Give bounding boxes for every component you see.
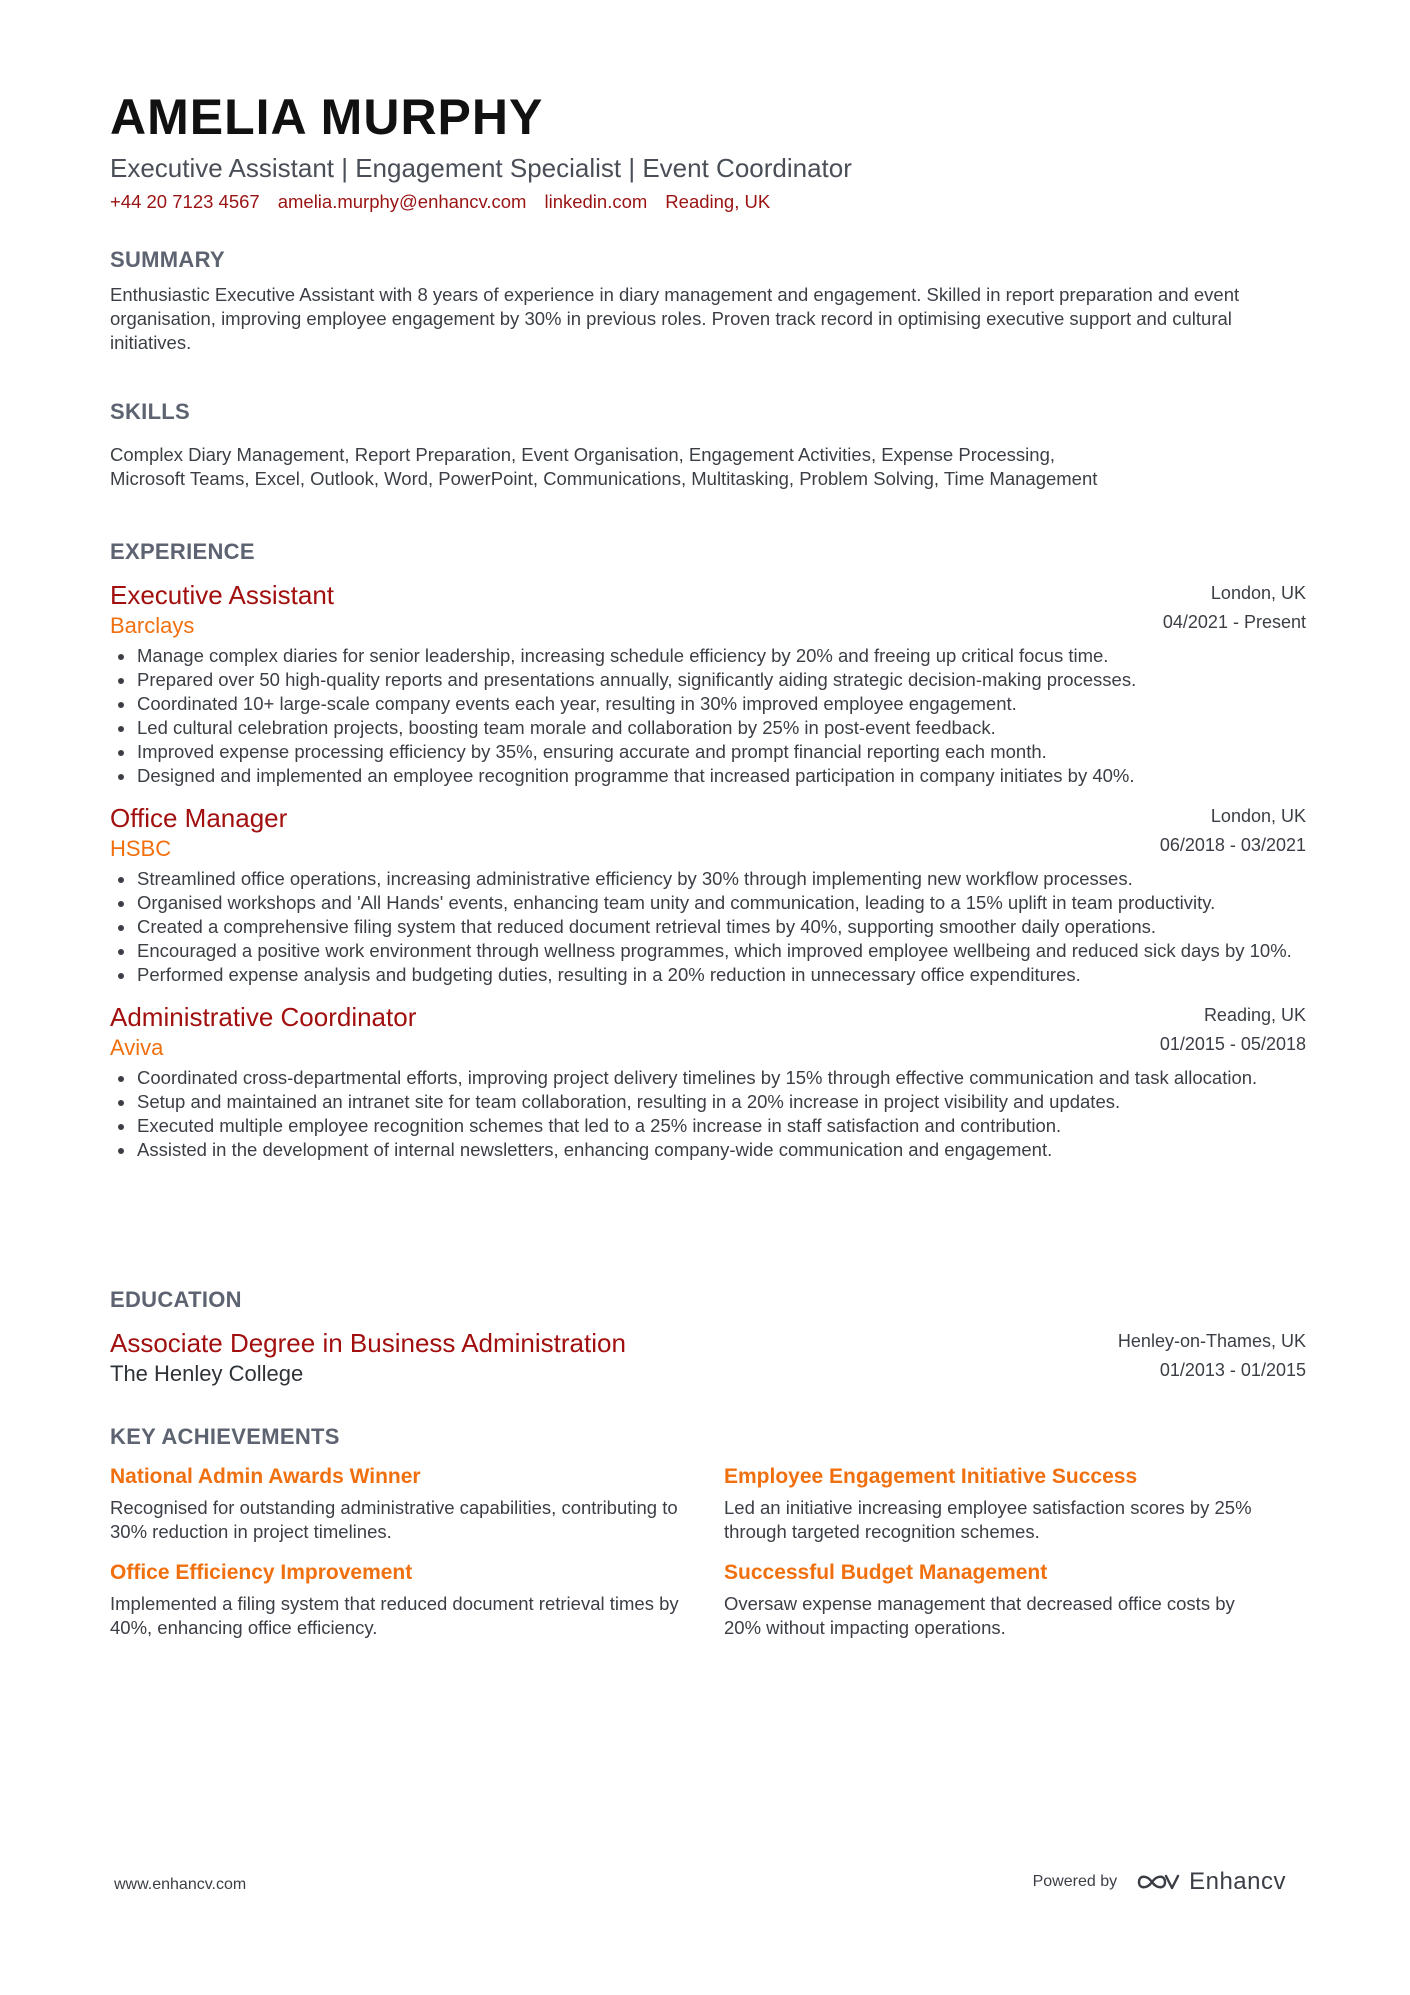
bullet-item: Designed and implemented an employee recognition programme that increased participation in company initiates by 40%. bbox=[110, 764, 1306, 788]
bullet-item: Led cultural celebration projects, boosting team morale and collaboration by 25% in post-event feedback. bbox=[110, 716, 1306, 740]
job-entry bbox=[110, 802, 1306, 987]
achievement-item bbox=[110, 1464, 724, 1544]
job-title: Executive Assistant bbox=[110, 580, 334, 610]
bullet-item: Coordinated 10+ large-scale company events each year, resulting in 30% improved employee engagement. bbox=[110, 692, 1306, 716]
job-company: Aviva bbox=[110, 1035, 164, 1060]
section-heading: SUMMARY bbox=[110, 247, 225, 272]
section-heading: SKILLS bbox=[110, 399, 191, 424]
achievement-desc: Oversaw expense management that decreased office costs by 20% without impacting operations. bbox=[724, 1593, 1235, 1638]
bullet-item: Manage complex diaries for senior leadership, increasing schedule efficiency by 20% and freeing up critical focus time. bbox=[110, 644, 1306, 668]
job-bullets bbox=[110, 867, 1306, 987]
job-title: Administrative Coordinator bbox=[110, 1002, 417, 1032]
education-location: Henley-on-Thames, UK bbox=[1117, 1331, 1306, 1351]
bullet-item: Executed multiple employee recognition schemes that led to a 25% increase in staff satisfaction and contribution. bbox=[110, 1114, 1306, 1138]
job-dates: 06/2018 - 03/2021 bbox=[1159, 835, 1306, 855]
skills-line: Microsoft Teams, Excel, Outlook, Word, PowerPoint, Communications, Multitasking, Problem Solving, Time Management bbox=[110, 468, 1098, 489]
brand-logo[interactable] bbox=[1135, 1868, 1286, 1896]
job-dates: 04/2021 - Present bbox=[1162, 612, 1306, 632]
achievement-desc: Led an initiative increasing employee satisfaction scores by 25% through targeted recognition schemes. bbox=[724, 1497, 1252, 1542]
bullet-item: Organised workshops and 'All Hands' events, enhancing team unity and communication, leading to a 15% uplift in team productivity. bbox=[110, 891, 1306, 915]
job-title: Office Manager bbox=[110, 803, 288, 833]
achievement-desc: Implemented a filing system that reduced document retrieval times by 40%, enhancing office efficiency. bbox=[110, 1593, 679, 1638]
skills-line: Complex Diary Management, Report Preparation, Event Organisation, Engagement Activities, Expense Processing, bbox=[110, 444, 1056, 465]
summary-text: Enthusiastic Executive Assistant with 8 years of experience in diary management and engagement. Skilled in report preparation and event organisation, improving employee engagement by 30% in previous roles. Proven track record in optimising executive support and cultural initiatives. bbox=[110, 284, 1240, 353]
achievements-section bbox=[110, 1424, 1306, 1640]
candidate-name: AMELIA MURPHY bbox=[110, 89, 544, 145]
bullet-item: Improved expense processing efficiency by 35%, ensuring accurate and prompt financial reporting each month. bbox=[110, 740, 1306, 764]
contact-linkedin[interactable]: linkedin.com bbox=[544, 190, 648, 212]
bullet-item: Prepared over 50 high-quality reports and presentations annually, significantly aiding strategic decision-making processes. bbox=[110, 668, 1306, 692]
section-heading: KEY ACHIEVEMENTS bbox=[110, 1424, 340, 1449]
job-dates: 01/2015 - 05/2018 bbox=[1159, 1034, 1306, 1054]
achievement-item bbox=[724, 1560, 1306, 1640]
education-section bbox=[110, 1287, 1306, 1389]
achievement-title: Office Efficiency Improvement bbox=[110, 1561, 413, 1584]
contact-location: Reading, UK bbox=[665, 190, 771, 212]
section-heading: EDUCATION bbox=[110, 1287, 242, 1312]
bullet-item: Performed expense analysis and budgeting duties, resulting in a 20% reduction in unnecessary office expenditures. bbox=[110, 963, 1306, 987]
achievement-item bbox=[724, 1464, 1306, 1544]
section-heading: EXPERIENCE bbox=[110, 539, 255, 564]
achievement-title: National Admin Awards Winner bbox=[110, 1465, 421, 1488]
skills-list bbox=[110, 443, 1306, 491]
resume-page bbox=[110, 89, 1306, 1638]
contact-list bbox=[110, 191, 1306, 213]
summary-section bbox=[110, 247, 1306, 355]
bullet-item: Assisted in the development of internal newsletters, enhancing company-wide communication and engagement. bbox=[110, 1138, 1306, 1162]
job-location: Reading, UK bbox=[1203, 1005, 1306, 1025]
job-company: HSBC bbox=[110, 836, 172, 861]
powered-by-label: Powered by bbox=[1032, 1873, 1118, 1890]
education-entry bbox=[110, 1327, 1306, 1389]
job-company: Barclays bbox=[110, 613, 195, 638]
job-location: London, UK bbox=[1210, 583, 1306, 603]
achievement-desc: Recognised for outstanding administrative capabilities, contributing to 30% reduction in project timelines. bbox=[110, 1497, 678, 1542]
achievement-title: Successful Budget Management bbox=[724, 1561, 1048, 1584]
education-school: The Henley College bbox=[110, 1361, 304, 1386]
bullet-item: Setup and maintained an intranet site for team collaboration, resulting in a 20% increase in project visibility and updates. bbox=[110, 1090, 1306, 1114]
job-location: London, UK bbox=[1210, 806, 1306, 826]
brand-name: Enhancv bbox=[1189, 1868, 1286, 1895]
achievement-item bbox=[110, 1560, 724, 1640]
job-bullets bbox=[110, 1066, 1306, 1162]
footer-website[interactable]: www.enhancv.com bbox=[114, 1876, 247, 1893]
skills-section bbox=[110, 399, 1306, 491]
education-dates: 01/2013 - 01/2015 bbox=[1159, 1360, 1306, 1380]
job-bullets bbox=[110, 644, 1306, 788]
bullet-item: Encouraged a positive work environment through wellness programmes, which improved employee wellbeing and reduced sick days by 10%. bbox=[110, 939, 1306, 963]
job-entry bbox=[110, 579, 1306, 788]
achievements-grid bbox=[110, 1464, 1306, 1640]
candidate-title: Executive Assistant | Engagement Specialist | Event Coordinator bbox=[110, 153, 852, 183]
job-entry bbox=[110, 1001, 1306, 1162]
enhancv-logo-icon bbox=[1135, 1870, 1181, 1894]
bullet-item: Coordinated cross-departmental efforts, improving project delivery timelines by 15% through effective communication and task allocation. bbox=[110, 1066, 1306, 1090]
contact-phone[interactable]: +44 20 7123 4567 bbox=[110, 190, 260, 212]
bullet-item: Created a comprehensive filing system that reduced document retrieval times by 40%, supporting smoother daily operations. bbox=[110, 915, 1306, 939]
bullet-item: Streamlined office operations, increasing administrative efficiency by 30% through implementing new workflow processes. bbox=[110, 867, 1306, 891]
education-degree: Associate Degree in Business Administration bbox=[110, 1328, 626, 1358]
achievement-title: Employee Engagement Initiative Success bbox=[724, 1465, 1138, 1488]
contact-email[interactable]: amelia.murphy@enhancv.com bbox=[277, 190, 527, 212]
footer-branding bbox=[1033, 1868, 1286, 1896]
experience-section bbox=[110, 539, 1306, 1162]
